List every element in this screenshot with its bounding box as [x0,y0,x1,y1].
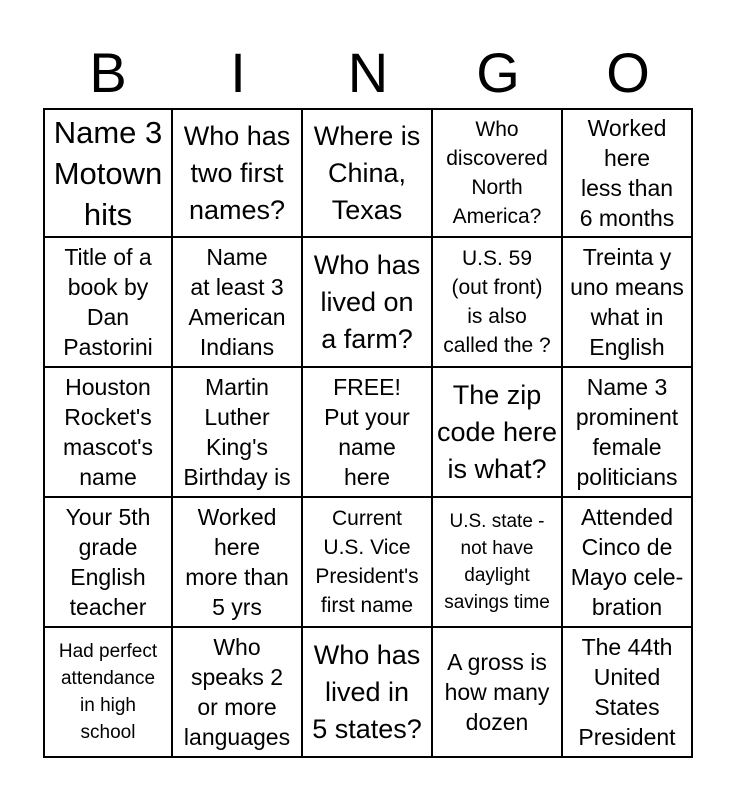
bingo-cell-i4[interactable] [173,498,303,628]
bingo-header [43,38,693,108]
bingo-cell-o1[interactable] [563,108,693,238]
bingo-cell-text: Who discovered North America? [446,118,548,228]
bingo-cell-o4[interactable] [563,498,693,628]
bingo-cell-g5[interactable] [433,628,563,758]
bingo-cell-b3[interactable] [43,368,173,498]
bingo-cell-text: Who has two first names? [183,120,291,225]
bingo-cell-text: Who has lived in 5 states? [312,639,422,744]
bingo-cell-b2[interactable] [43,238,173,368]
bingo-cell-i3[interactable] [173,368,303,498]
bingo-cell-n2[interactable] [303,238,433,368]
bingo-cell-text: Worked here more than 5 yrs [185,504,289,620]
bingo-cell-text: U.S. 59 (out front) is also called the ? [443,247,551,357]
bingo-cell-text: U.S. state - not have daylight savings time [444,511,550,613]
header-letter-b: B [89,41,127,104]
header-letter-o: O [606,41,650,104]
bingo-cell-text: Who has lived on a farm? [313,249,421,354]
bingo-cell-text: Houston Rocket's mascot's name [62,374,154,490]
bingo-cell-n5[interactable] [303,628,433,758]
bingo-cell-text: Attended Cinco de Mayo cele- bration [570,504,684,620]
bingo-cell-g4[interactable] [433,498,563,628]
bingo-cell-text: The zip code here is what? [436,379,558,484]
bingo-cell-text: Had perfect attendance in high school [58,641,158,743]
bingo-cell-text: A gross is how many dozen [444,649,550,735]
bingo-cell-text: The 44th United States President [578,634,676,750]
bingo-cell-g1[interactable] [433,108,563,238]
bingo-cell-text: Title of a book by Dan Pastorini [63,244,153,360]
bingo-cell-i1[interactable] [173,108,303,238]
bingo-cell-text: Treinta y uno means what in English [570,244,684,360]
bingo-cell-b4[interactable] [43,498,173,628]
bingo-cell-text: Martin Luther King's Birthday is [183,374,291,490]
bingo-cell-o2[interactable] [563,238,693,368]
bingo-cell-text: FREE! Put your name here [324,374,410,490]
bingo-cell-n3[interactable] [303,368,433,498]
bingo-cell-i5[interactable] [173,628,303,758]
bingo-cell-g2[interactable] [433,238,563,368]
bingo-cell-text: Name at least 3 American Indians [188,244,286,360]
bingo-cell-n4[interactable] [303,498,433,628]
header-letter-i: I [230,41,246,104]
bingo-cell-text: Worked here less than 6 months [579,115,675,231]
bingo-cell-text: Who speaks 2 or more languages [183,634,291,750]
header-letter-n: N [347,41,389,104]
bingo-cell-o3[interactable] [563,368,693,498]
bingo-cell-text: Your 5th grade English teacher [65,504,151,620]
header-letter-g: G [476,41,520,104]
bingo-cell-b1[interactable] [43,108,173,238]
bingo-cell-n1[interactable] [303,108,433,238]
bingo-cell-o5[interactable] [563,628,693,758]
bingo-cell-text: Name 3 Motown hits [53,114,163,232]
bingo-cell-i2[interactable] [173,238,303,368]
bingo-cell-text: Where is China, Texas [313,120,421,225]
bingo-cell-b5[interactable] [43,628,173,758]
bingo-cell-text: Name 3 prominent female politicians [575,374,679,490]
bingo-cell-text: Current U.S. Vice President's first name [315,507,419,617]
bingo-cell-g3[interactable] [433,368,563,498]
bingo-board [43,108,693,758]
